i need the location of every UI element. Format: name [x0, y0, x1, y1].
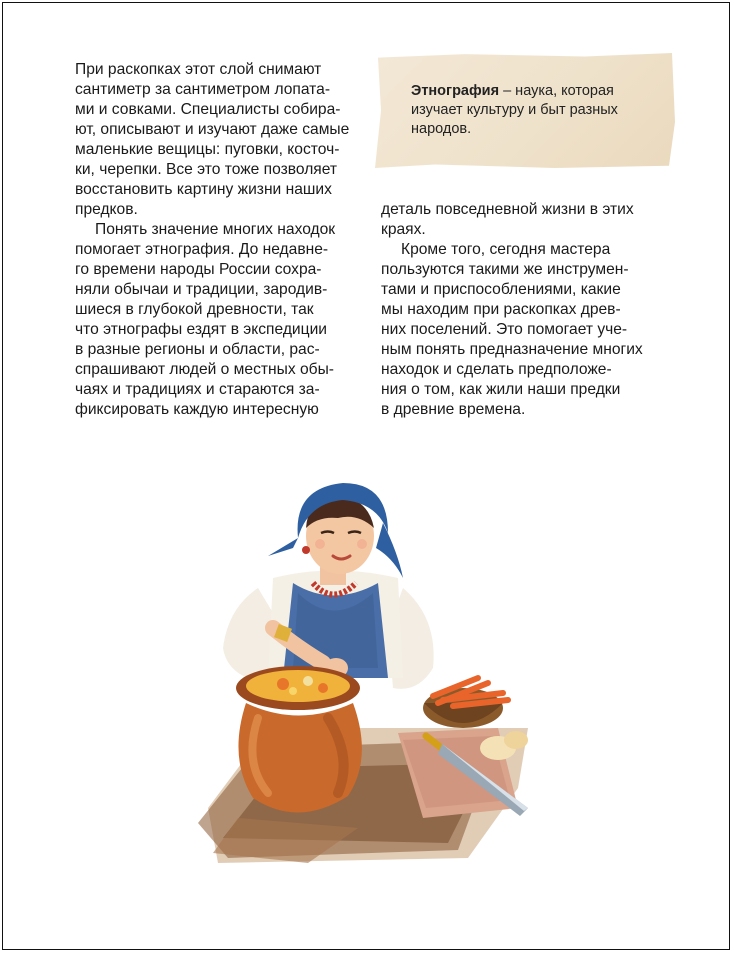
- text-line: няли обычаи и традиции, зародив-: [75, 281, 328, 298]
- text-line: краях.: [381, 221, 426, 238]
- text-line: При раскопках этот слой снимают: [75, 61, 322, 78]
- definition-term: Этнография: [411, 83, 500, 99]
- text-line: деталь повседневной жизни в этих: [381, 201, 634, 218]
- text-line: восстановить картину жизни наших: [75, 181, 332, 198]
- definition-line-3: народов.: [411, 121, 472, 137]
- text-line: сантиметр за сантиметром лопата-: [75, 81, 331, 98]
- text-line: маленькие вещицы: пуговки, косточ-: [75, 141, 340, 158]
- text-line: в древние времена.: [381, 401, 526, 418]
- text-line: находок и сделать предположе-: [381, 361, 612, 378]
- definition-line-1: [411, 82, 614, 101]
- text-line: тами и приспособлениями, какие: [381, 281, 621, 298]
- text-line: фиксировать каждую интересную: [75, 401, 319, 418]
- text-line: ют, описывают и изучают даже самые: [75, 121, 350, 138]
- text-line: Кроме того, сегодня мастера: [401, 241, 611, 258]
- text-line: ным понять предназначение многих: [381, 341, 643, 358]
- text-line: спрашивают людей о местных обы-: [75, 361, 334, 378]
- text-line: шиеся в глубокой древности, так: [75, 301, 314, 318]
- text-line: предков.: [75, 201, 138, 218]
- text-line: пользуются такими же инструмен-: [381, 261, 629, 278]
- text-line: ми и совками. Специалисты собира-: [75, 101, 341, 118]
- definition-text: – наука, которая: [499, 83, 614, 99]
- text-line: ния о том, как жили наши предки: [381, 381, 621, 398]
- text-line: помогает этнография. До недавне-: [75, 241, 329, 258]
- clay-pot: [236, 666, 362, 813]
- woman: [223, 483, 434, 689]
- woman-cooking-illustration: [198, 478, 538, 868]
- text-line: го времени народы России сохра-: [75, 261, 322, 278]
- text-line: что этнографы ездят в экспедиции: [75, 321, 327, 338]
- text-line: Понять значение многих находок: [95, 221, 336, 238]
- definition-line-2: изучает культуру и быт разных: [411, 102, 618, 118]
- text-line: в разные регионы и области, рас-: [75, 341, 320, 358]
- text-line: них поселений. Это помогает уче-: [381, 321, 628, 338]
- text-line: мы находим при раскопках древ-: [381, 301, 621, 318]
- text-line: ки, черепки. Все это тоже позволяет: [75, 161, 338, 178]
- text-line: чаях и традициях и стараются за-: [75, 381, 320, 398]
- carrot-bowl: [423, 678, 508, 728]
